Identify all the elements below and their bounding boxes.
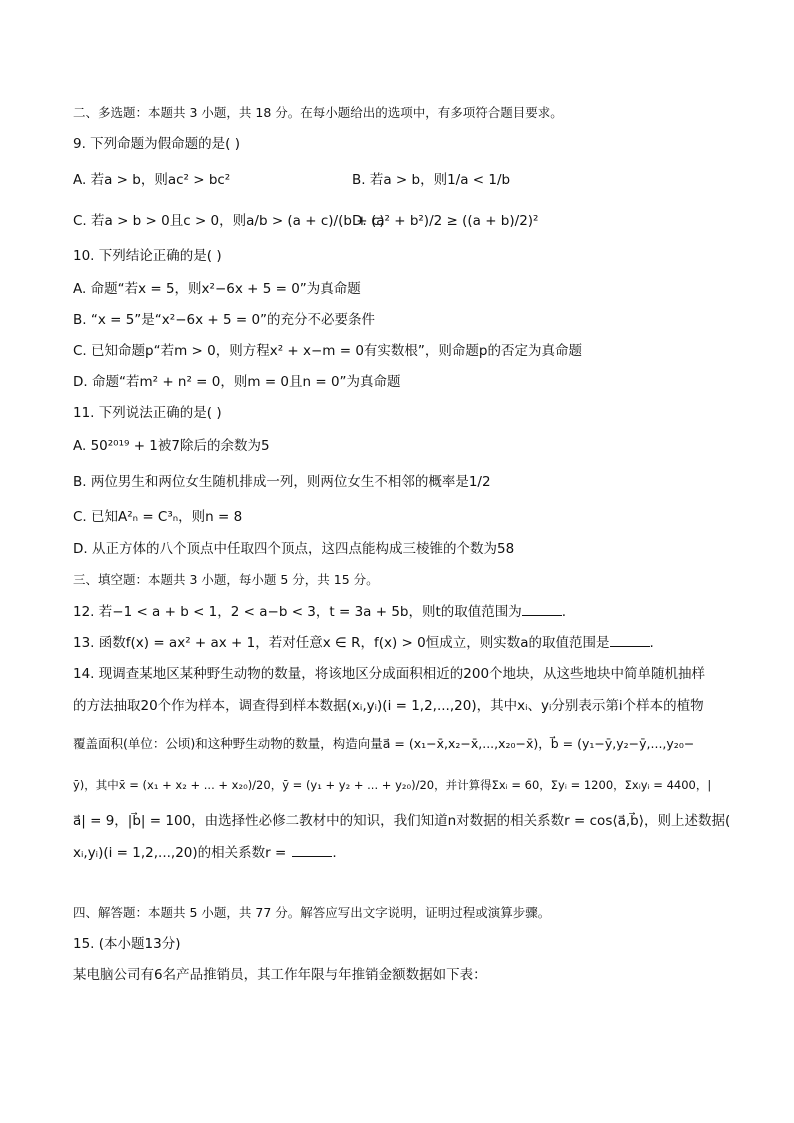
- question-9-option-b: B. 若a > b，则1/a < 1/b: [352, 172, 511, 188]
- question-10-option-d: D. 命题“若m² + n² = 0，则m = 0且n = 0”为真命题: [73, 374, 401, 390]
- question-10-stem: 10. 下列结论正确的是( ): [73, 248, 222, 264]
- answer-blank[interactable]: [292, 844, 332, 857]
- question-10-option-a: A. 命题“若x = 5，则x²−6x + 5 = 0”为真命题: [73, 281, 361, 297]
- answer-blank[interactable]: [610, 634, 650, 647]
- question-13-text: 13. 函数f(x) = ax² + ax + 1，若对任意x ∈ R，f(x) > 0恒成立，则实数a的取值范围是: [73, 635, 610, 651]
- question-14-line-3: 覆盖面积(单位：公顷)和这种野生动物的数量，构造向量a⃗ = (x₁−x̄,x₂−x̄,...,x₂₀−x̄)，b⃗ = (y₁−ȳ,y₂−ȳ,...,y₂₀−: [73, 736, 695, 751]
- question-14-line-4: ȳ)，其中x̄ = (x₁ + x₂ + ... + x₂₀)/20，ȳ = (y₁ + y₂ + ... + y₂₀)/20，并计算得Σxᵢ = 60，Σyᵢ = 1200，Σxᵢyᵢ = 4400，|: [73, 778, 712, 792]
- section-solution-heading: 四、解答题：本题共 5 小题，共 77 分。解答应写出文字说明，证明过程或演算步骤。: [73, 905, 551, 920]
- answer-blank[interactable]: [522, 603, 562, 616]
- section-fill-blank-heading: 三、填空题：本题共 3 小题，每小题 5 分，共 15 分。: [73, 572, 379, 587]
- question-10-option-c: C. 已知命题p“若m > 0，则方程x² + x−m = 0有实数根”，则命题p的否定为真命题: [73, 343, 582, 359]
- question-14-line-2: 的方法抽取20个作为样本，调查得到样本数据(xᵢ,yᵢ)(i = 1,2,...,20)，其中xᵢ、yᵢ分别表示第i个样本的植物: [73, 698, 704, 714]
- question-11-option-c: C. 已知A²ₙ = C³ₙ，则n = 8: [73, 509, 243, 525]
- question-10-option-b: B. “x = 5”是“x²−6x + 5 = 0”的充分不必要条件: [73, 312, 376, 328]
- question-9-option-d: D. (a² + b²)/2 ≥ ((a + b)/2)²: [352, 213, 539, 229]
- question-12-text: 12. 若−1 < a + b < 1，2 < a−b < 3，t = 3a + 5b，则t的取值范围为: [73, 604, 522, 620]
- question-11-option-a: A. 50²⁰¹⁹ + 1被7除后的余数为5: [73, 438, 270, 454]
- question-13: [73, 633, 734, 653]
- question-15-body: 某电脑公司有6名产品推销员，其工作年限与年推销金额数据如下表：: [73, 967, 487, 983]
- question-11-option-d: D. 从正方体的八个顶点中任取四个顶点，这四点能构成三棱锥的个数为58: [73, 541, 515, 557]
- question-14-line-6: [73, 843, 734, 863]
- period: .: [561, 604, 567, 620]
- question-14-line-1: 14. 现调查某地区某种野生动物的数量，将该地区分成面积相近的200个地块，从这些地块中简单随机抽样: [73, 666, 706, 682]
- period: .: [332, 845, 337, 861]
- question-15-header: 15. (本小题13分): [73, 936, 181, 952]
- question-14-text: xᵢ,yᵢ)(i = 1,2,...,20)的相关系数r =: [73, 845, 287, 861]
- question-9-option-c: C. 若a > b > 0且c > 0，则a/b > (a + c)/(b + c): [73, 213, 385, 229]
- question-11-stem: 11. 下列说法正确的是( ): [73, 405, 222, 421]
- question-14-line-5: a⃗| = 9，|b⃗| = 100，由选择性必修二教材中的知识，我们知道n对数据的相关系数r = cos⟨a⃗,b⃗⟩，则上述数据(: [73, 813, 731, 829]
- question-9-option-a: A. 若a > b，则ac² > bc²: [73, 172, 231, 188]
- question-9-stem: 9. 下列命题为假命题的是( ): [73, 136, 240, 152]
- section-multiple-choice-heading: 二、多选题：本题共 3 小题，共 18 分。在每小题给出的选项中，有多项符合题目要求。: [73, 105, 563, 120]
- question-11-option-b: B. 两位男生和两位女生随机排成一列，则两位女生不相邻的概率是1/2: [73, 474, 491, 490]
- period: .: [649, 635, 654, 651]
- question-12: [73, 602, 734, 622]
